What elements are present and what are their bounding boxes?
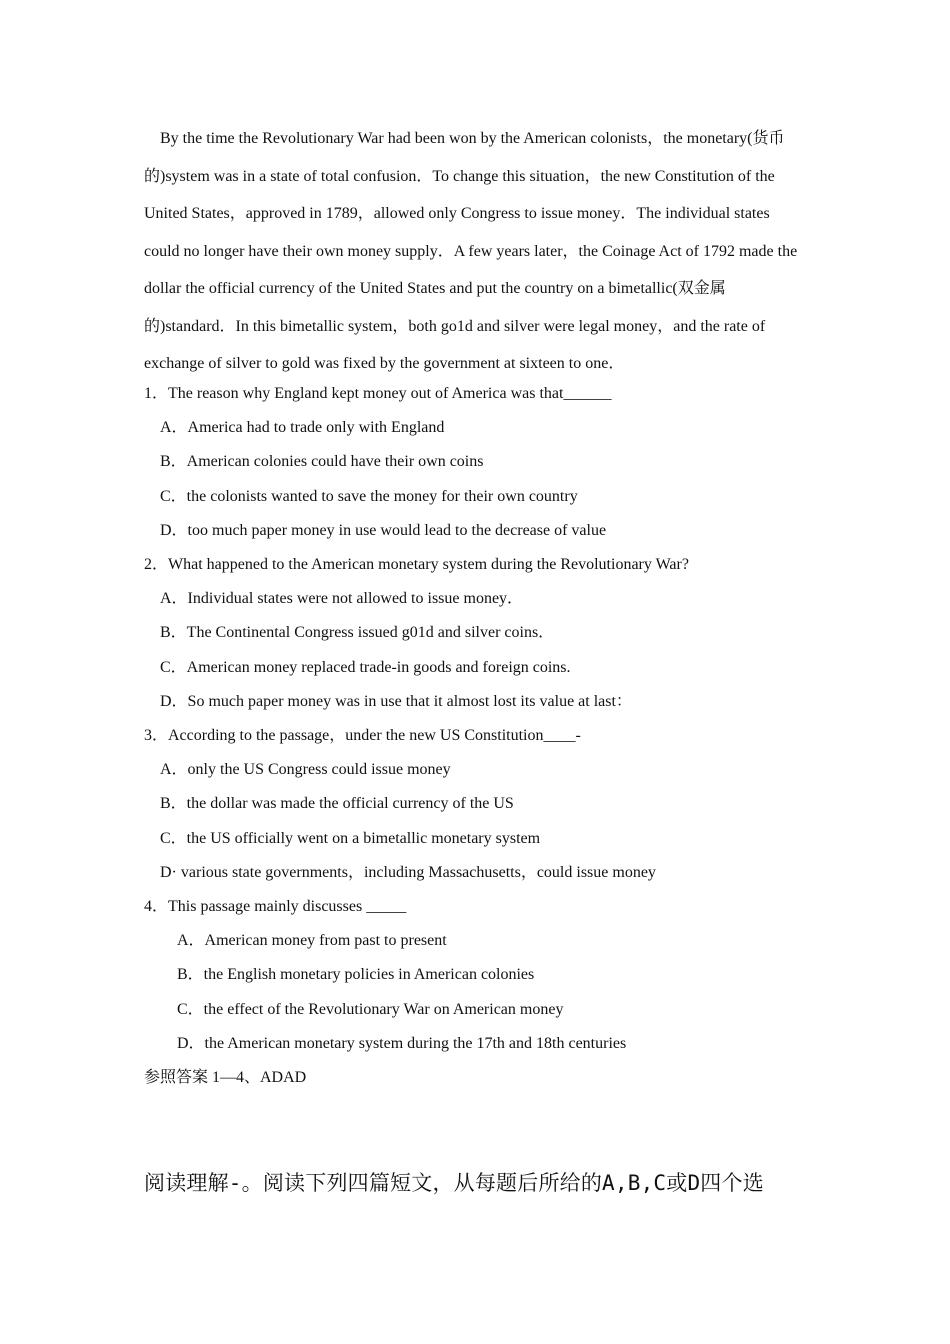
- option-c: C．American money replaced trade-in goods and foreign coins.: [160, 658, 571, 676]
- option-a: A．Individual states were not allowed to issue money．: [160, 590, 524, 608]
- question-1: [144, 377, 806, 548]
- option-d: D· various state governments，including Massachusetts，could issue money: [160, 863, 656, 881]
- option-b: B．American colonies could have their own coins: [160, 453, 484, 471]
- option-a: A．only the US Congress could issue money: [160, 761, 451, 779]
- option-d: D．too much paper money in use would lead to the decrease of value: [160, 521, 607, 539]
- option-d: D．the American monetary system during the 17th and 18th centuries: [177, 1034, 627, 1052]
- question-stem: 4．This passage mainly discusses _____: [144, 898, 407, 915]
- option-c: C．the US officially went on a bimetallic monetary system: [160, 829, 541, 847]
- reading-passage: By the time the Revolutionary War had been won by the American colonists，the monetary(货币的)system was in a state of total confusion．To change this situation，the new Constitution of the United States，approved in 1789，allowed only Congress to issue money．The individual states could no longer have their own money supply．A few years later，the Coinage Act of 1792 made the dollar the official currency of the United States and put the country on a bimetallic(双金属的)standard．In this bimetallic system，both go1d and silver were legal money，and the rate of exchange of silver to gold was fixed by the government at sixteen to one．: [144, 130, 798, 372]
- option-a: A．American money from past to present: [177, 932, 447, 950]
- answer-key: 参照答案 1—4、ADAD: [144, 1069, 307, 1086]
- question-4: [144, 890, 806, 1061]
- option-a: A．America had to trade only with England: [160, 419, 445, 437]
- option-d: D．So much paper money was in use that it almost lost its value at last：: [160, 692, 632, 710]
- question-3: [144, 719, 806, 890]
- question-2: [144, 548, 806, 719]
- option-c: C．the effect of the Revolutionary War on American money: [177, 1000, 564, 1018]
- option-b: B．the dollar was made the official currency of the US: [160, 795, 514, 813]
- option-c: C．the colonists wanted to save the money for their own country: [160, 487, 578, 505]
- question-stem: 1．The reason why England kept money out of America was that______: [144, 385, 612, 402]
- option-b: B．the English monetary policies in American colonies: [177, 966, 535, 984]
- question-stem: 3．According to the passage，under the new US Constitution____-: [144, 727, 581, 744]
- question-stem: 2．What happened to the American monetary system during the Revolutionary War?: [144, 556, 689, 573]
- option-b: B．The Continental Congress issued g01d and silver coins．: [160, 624, 555, 642]
- section-heading: 阅读理解-。阅读下列四篇短文，从每题后所给的A,B,C或D四个选: [144, 1171, 764, 1195]
